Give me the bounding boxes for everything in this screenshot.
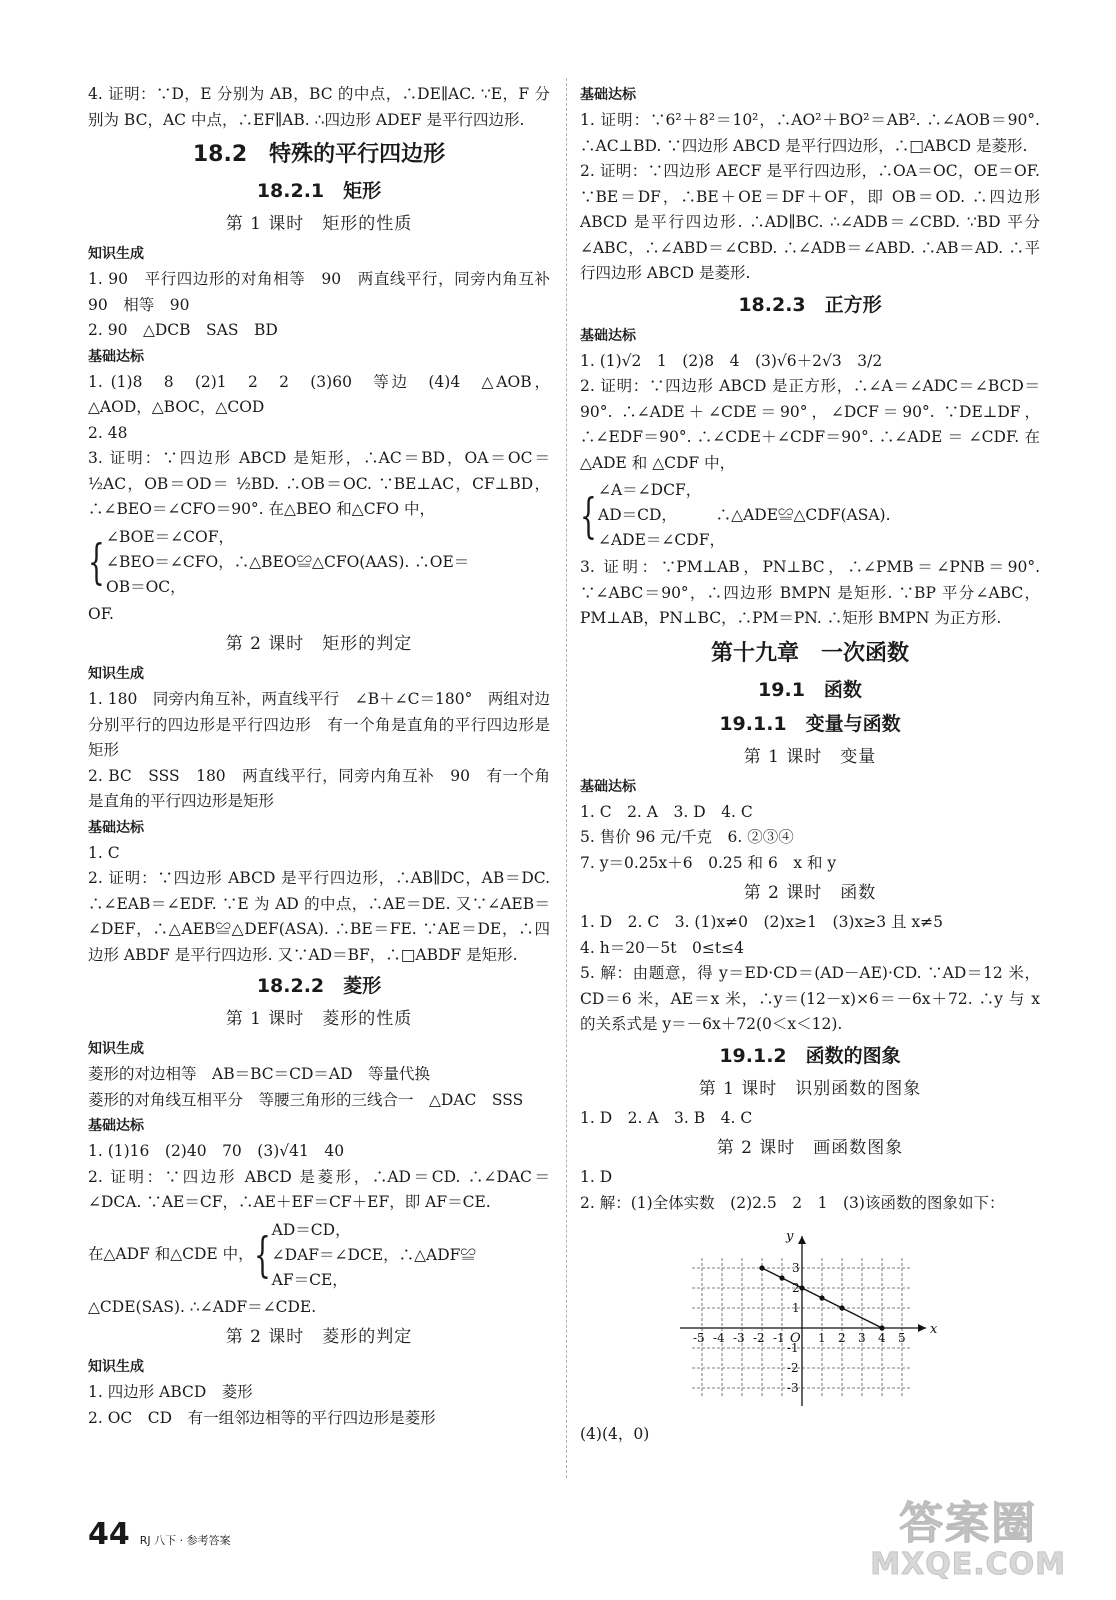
answer-item: 1. C 2. A 3. D 4. C bbox=[580, 802, 753, 821]
system-line: AD＝CD， bbox=[271, 1220, 351, 1239]
system-lines bbox=[106, 525, 469, 600]
system-line: AF＝CE， bbox=[271, 1270, 348, 1289]
answer-item: 3. 证明：∵四边形 ABCD 是矩形，∴AC＝BD，OA＝OC＝ ½AC，OB＝OD＝ ½BD. ∴OB＝OC. ∵BE⊥AC，CF⊥BD，∴∠BEO＝∠CFO＝90°. 在△BEO 和△CFO 中， bbox=[88, 449, 550, 518]
answer-item: 3. 证明：∵PM⊥AB，PN⊥BC，∴∠PMB＝∠PNB＝90°. ∵∠ABC＝90°，∴四边形 BMPN 是矩形. ∵BP 平分∠ABC，PM⊥AB，PN⊥BC，∴PM＝PN. ∴矩形 BMPN 为正方形. bbox=[580, 558, 1040, 627]
equation-system bbox=[88, 1218, 550, 1293]
category-label: 知识生成 bbox=[88, 246, 144, 262]
system-line: ∠BEO＝∠CFO，∴△BEO≌△CFO(AAS). ∴OE＝ bbox=[106, 552, 470, 571]
x-tick-label: -3 bbox=[733, 1331, 745, 1345]
right-column bbox=[580, 82, 1040, 1448]
lesson-heading: 第 1 课时 矩形的性质 bbox=[225, 214, 413, 234]
lesson-heading: 第 2 课时 画函数图象 bbox=[716, 1138, 904, 1158]
answer-item: 2. 证明：∵四边形 ABCD 是平行四边形，∴AB∥DC，AB＝DC. ∴∠EAB＝∠EDF. ∵E 为 AD 的中点，∴AE＝DE. 又∵∠AEB＝∠DEF，∴△AEB≌△DEF(ASA). ∴BE＝FE. ∵AE＝DE，∴四边形 ABDF 是平行四边形. 又∵AD＝BF，∴□ABDF 是矩形. bbox=[88, 869, 550, 964]
subsection-heading: 18.2.3 正方形 bbox=[738, 293, 882, 316]
subsection-heading: 19.1.2 函数的图象 bbox=[719, 1044, 901, 1067]
answer-item: 1. 90 平行四边形的对角相等 90 两直线平行，同旁内角互补 90 相等 90 bbox=[88, 270, 566, 314]
y-tick-label: 2 bbox=[792, 1281, 800, 1295]
answer-item: 4. h＝20－5t 0≤t≤4 bbox=[580, 938, 744, 957]
watermark-logo: 答案圈 bbox=[899, 1498, 1038, 1549]
lesson-heading: 第 2 课时 矩形的判定 bbox=[225, 634, 413, 654]
watermark bbox=[870, 1500, 1066, 1582]
answer-item: 1. 证明：∵6²＋8²＝10²，∴AO²＋BO²＝AB². ∴∠AOB＝90°. ∴AC⊥BD. ∵四边形 ABCD 是平行四边形，∴□ABCD 是菱形. bbox=[580, 111, 1040, 155]
answer-item: 菱形的对边相等 AB＝BC＝CD＝AD 等量代换 bbox=[88, 1065, 431, 1083]
x-tick-label: 3 bbox=[858, 1331, 866, 1345]
data-point bbox=[799, 1285, 804, 1290]
answer-item: △CDE(SAS). ∴∠ADF＝∠CDE. bbox=[88, 1297, 317, 1316]
answer-item: 2. 解：(1)全体实数 (2)2.5 2 1 (3)该函数的图象如下： bbox=[580, 1193, 1005, 1212]
y-tick-label: 1 bbox=[792, 1301, 800, 1315]
system-prefix: 在△ADF 和△CDE 中， bbox=[88, 1245, 254, 1264]
y-tick-label: -2 bbox=[787, 1361, 799, 1375]
page-number: 44 bbox=[88, 1517, 130, 1552]
x-axis-arrow bbox=[918, 1324, 926, 1332]
answer-item: 1. (1)√2 1 (2)8 4 (3)√6＋2√3 3/2 bbox=[580, 351, 883, 370]
category-label: 基础达标 bbox=[580, 778, 636, 795]
lesson-heading: 第 2 课时 菱形的判定 bbox=[225, 1327, 413, 1347]
chapter-heading: 第十九章 一次函数 bbox=[710, 640, 909, 666]
answer-paragraph: 4. 证明：∵D，E 分别为 AB，BC 的中点，∴DE∥AC. ∵E，F 分别为 BC，AC 中点，∴EF∥AB. ∴四边形 ADEF 是平行四边形. bbox=[88, 85, 550, 129]
x-tick-label: -2 bbox=[753, 1331, 765, 1345]
answer-item: 1. 四边形 ABCD 菱形 bbox=[88, 1383, 253, 1401]
brace-symbol: { bbox=[88, 534, 105, 590]
answer-item: 2. OC CD 有一组邻边相等的平行四边形是菱形 bbox=[88, 1408, 436, 1427]
answer-item: 7. y＝0.25x＋6 0.25 和 6 x 和 y bbox=[580, 853, 837, 872]
category-label: 基础达标 bbox=[88, 1118, 144, 1134]
lesson-heading: 第 2 课时 函数 bbox=[743, 883, 877, 903]
answer-item: 菱形的对角线互相平分 等腰三角形的三线合一 △DAC SSS bbox=[88, 1090, 524, 1109]
answer-item: 2. 90 △DCB SAS BD bbox=[88, 321, 278, 339]
watermark-url: MXQE.COM bbox=[870, 1547, 1066, 1582]
x-tick-label: 4 bbox=[878, 1331, 886, 1345]
category-label: 基础达标 bbox=[88, 819, 144, 836]
x-tick-label: 1 bbox=[818, 1331, 826, 1345]
category-label: 基础达标 bbox=[88, 348, 144, 365]
x-tick-label: 2 bbox=[838, 1331, 846, 1345]
equation-system bbox=[88, 525, 550, 600]
category-label: 知识生成 bbox=[88, 1359, 144, 1375]
system-line: ∠DAF＝∠DCE，∴△ADF≌ bbox=[271, 1245, 476, 1264]
data-point bbox=[779, 1275, 784, 1280]
system-line: ∠A＝∠DCF， bbox=[598, 481, 702, 499]
answer-item: 5. 解：由题意，得 y＝ED·CD＝(AD－AE)·CD. ∵AD＝12 米，CD＝6 米，AE＝x 米，∴y＝(12－x)×6＝－6x＋72. ∴y 与 x 的关系式是 y＝－6x＋72(0＜x＜12). bbox=[580, 964, 1040, 1033]
lesson-heading: 第 1 课时 变量 bbox=[743, 746, 877, 767]
system-line: ∠BOE＝∠COF， bbox=[106, 527, 234, 546]
x-tick-label: -4 bbox=[713, 1331, 725, 1345]
data-point bbox=[819, 1295, 824, 1300]
answer-item: 5. 售价 96 元/千克 6. ②③④ bbox=[580, 828, 794, 846]
category-label: 知识生成 bbox=[88, 666, 144, 682]
section-heading: 18.2 特殊的平行四边形 bbox=[192, 142, 446, 167]
category-label: 知识生成 bbox=[88, 1041, 144, 1057]
answer-item: 2. 证明：∵四边形 ABCD 是菱形，∴AD＝CD. ∴∠DAC＝∠DCA. ∵AE＝CF，∴AE＋EF＝CF＋EF，即 AF＝CE. bbox=[88, 1167, 550, 1211]
answer-item: (4)(4，0) bbox=[580, 1425, 650, 1443]
section-heading: 19.1 函数 bbox=[758, 678, 862, 701]
y-tick-label: -3 bbox=[787, 1381, 799, 1395]
lesson-heading: 第 1 课时 菱形的性质 bbox=[225, 1009, 413, 1029]
answer-item: 1. (1)16 (2)40 70 (3)√41 40 bbox=[88, 1142, 345, 1160]
left-column bbox=[88, 82, 566, 1431]
subsection-heading: 18.2.1 矩形 bbox=[256, 180, 382, 202]
equation-system bbox=[580, 478, 1040, 553]
subsection-heading: 19.1.1 变量与函数 bbox=[719, 712, 901, 735]
y-axis-label: y bbox=[786, 1229, 794, 1244]
system-lines bbox=[272, 1218, 476, 1293]
system-lines bbox=[598, 478, 891, 553]
data-point bbox=[759, 1265, 764, 1270]
x-axis-label: x bbox=[930, 1322, 938, 1337]
data-point bbox=[839, 1305, 844, 1310]
lesson-heading: 第 1 课时 识别函数的图象 bbox=[698, 1078, 922, 1099]
answer-item: 2. BC SSS 180 两直线平行，同旁内角互补 90 有一个角是直角的平行四边形是矩形 bbox=[88, 766, 550, 810]
answer-item: OF. bbox=[88, 604, 114, 623]
system-line: OB＝OC， bbox=[106, 577, 186, 596]
answer-item: 1. D bbox=[580, 1168, 613, 1186]
answer-item: 1. (1)8 8 (2)1 2 2 (3)60 等边 (4)4 △AOB，△AOD，△BOC，△COD bbox=[88, 372, 550, 416]
answer-item: 1. D 2. C 3. (1)x≠0 (2)x≥1 (3)x≥3 且 x≠5 bbox=[580, 913, 944, 931]
brace-symbol: { bbox=[580, 487, 597, 544]
answer-item: 1. D 2. A 3. B 4. C bbox=[580, 1108, 753, 1127]
y-axis-arrow bbox=[798, 1236, 806, 1244]
category-label: 基础达标 bbox=[580, 327, 636, 344]
y-tick-label: -1 bbox=[787, 1341, 799, 1355]
y-tick-label: 3 bbox=[792, 1261, 800, 1275]
x-tick-label: -5 bbox=[693, 1331, 705, 1345]
x-tick-label: 5 bbox=[898, 1331, 906, 1345]
category-label: 基础达标 bbox=[580, 87, 636, 103]
system-line: ∠ADE＝∠CDF， bbox=[598, 531, 725, 549]
answer-item: 2. 证明：∵四边形 ABCD 是正方形，∴∠A＝∠ADC＝∠BCD＝90°. ∴∠ADE＋∠CDE＝90°，∠DCF＝90°. ∵DE⊥DF，∴∠EDF＝90°. ∴∠CDE＋∠CDF＝90°. ∴∠ADE ＝ ∠CDF. 在 △ADE 和 △CDF 中， bbox=[580, 377, 1040, 472]
answer-item: 2. 证明：∵四边形 AECF 是平行四边形，∴OA＝OC，OE＝OF. ∵BE＝DF，∴BE＋OE＝DF＋OF，即 OB＝OD. ∴四边形 ABCD 是平行四边形. ∴AD∥BC. ∴∠ADB＝∠CBD. ∵BD 平分∠ABC，∴∠ABD＝∠CBD. ∴∠ADB＝∠ABD. ∴AB＝AD. ∴平行四边形 ABCD 是菱形. bbox=[580, 162, 1040, 282]
subsection-heading: 18.2.2 菱形 bbox=[256, 975, 382, 997]
system-line: AD＝CD， ∴△ADE≌△CDF(ASA). bbox=[598, 506, 891, 524]
function-graph bbox=[680, 1222, 950, 1422]
data-point bbox=[879, 1325, 884, 1330]
answer-item: 1. C bbox=[88, 843, 120, 862]
answer-item: 1. 180 同旁内角互补，两直线平行 ∠B＋∠C＝180° 两组对边分别平行的四边形是平行四边形 有一个角是直角的平行四边形是矩形 bbox=[88, 690, 550, 759]
footer-label: RJ 八下 · 参考答案 bbox=[139, 1534, 231, 1547]
x-tick-label: -1 bbox=[773, 1331, 785, 1345]
page-footer bbox=[88, 1517, 231, 1554]
origin-label: O bbox=[790, 1331, 801, 1346]
brace-symbol: { bbox=[253, 1227, 271, 1283]
column-divider bbox=[566, 78, 568, 1478]
answer-item: 2. 48 bbox=[88, 423, 128, 442]
